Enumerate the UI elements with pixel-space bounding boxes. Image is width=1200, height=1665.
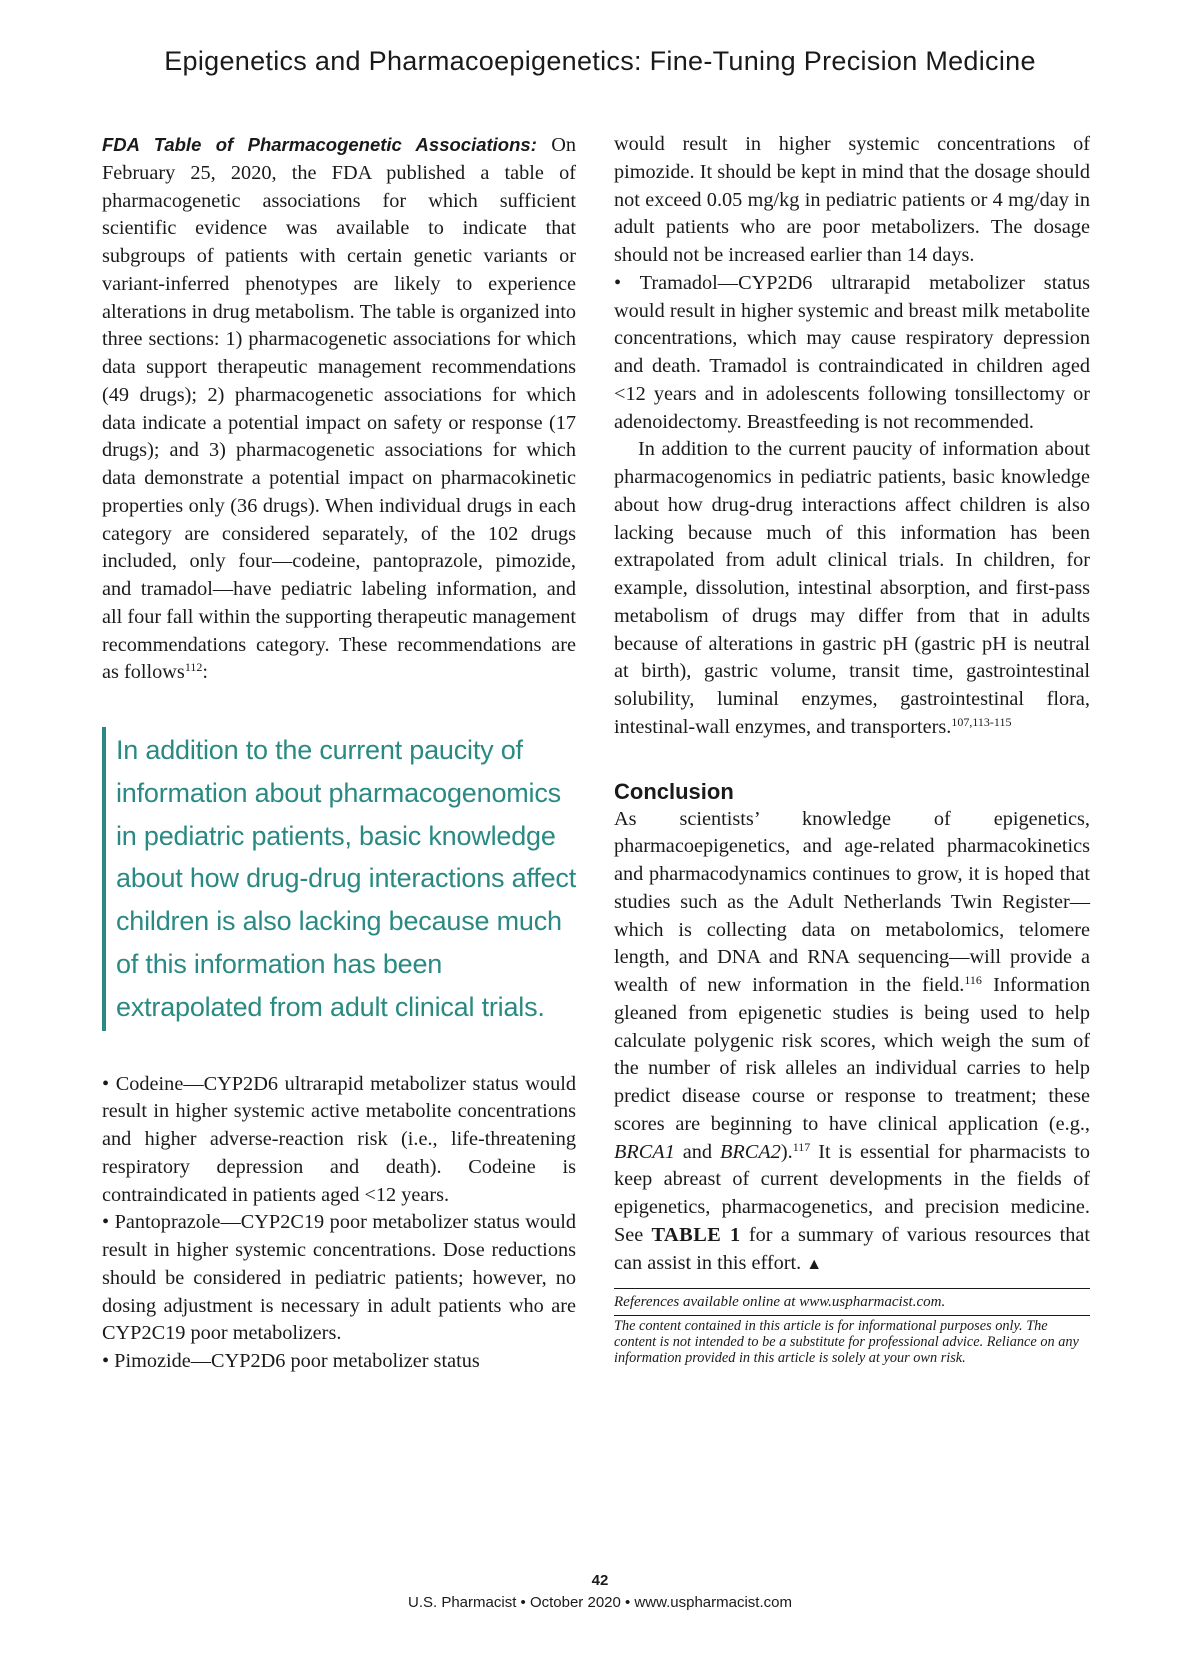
reference-superscript: 117 xyxy=(792,1139,811,1154)
gene-name: BRCA2 xyxy=(720,1140,781,1163)
left-column xyxy=(102,131,576,1376)
table-reference: TABLE 1 xyxy=(651,1223,741,1246)
reference-superscript: 107,113-115 xyxy=(951,714,1012,729)
run-in-heading: FDA Table of Pharmacogenetic Associations: xyxy=(102,134,537,155)
conclusion-heading: Conclusion xyxy=(614,778,734,804)
running-head-title: Epigenetics and Pharmacoepigenetics: Fine-Tuning Precision Medicine xyxy=(164,46,1036,76)
paragraph-text: ). xyxy=(780,1140,793,1163)
pediatric-interactions-paragraph xyxy=(614,436,1090,741)
right-column xyxy=(614,131,1090,1366)
paragraph-text: As scientists’ knowledge of epigenetics, pharmacoepigenetics, and age-related pharmacokinetics and pharmacodynamics continues to grow, it is hoped that studies such as the Adult Netherlands Twin Register—which is collecting data on metabolomics, telomere length, and DNA and RNA sequencing—will provide a wealth of new information in the field. xyxy=(614,807,1090,996)
fda-table-paragraph xyxy=(102,131,576,687)
paragraph-text: for a summary of various resources that can assist in this effort. xyxy=(614,1223,1090,1274)
reference-superscript: 116 xyxy=(964,973,982,987)
paragraph-text: It is essential for pharmacists to keep abreast of current developments in the fields of epigenetics, pharmacogenetics, and precision medicine. See xyxy=(614,1140,1090,1246)
references-note: References available online at www.uspharmacist.com. xyxy=(614,1294,946,1311)
disclaimer: The content contained in this article is for informational purposes only. The content is not intended to be a substitute for professional advice. Reliance on any information provided in this article is solely at your own risk. xyxy=(614,1318,1079,1367)
paragraph-punctuation: : xyxy=(202,661,209,684)
paragraph-text: and xyxy=(674,1140,721,1163)
end-of-article-icon: ▲ xyxy=(806,1255,823,1273)
paragraph-text: In addition to the current paucity of information about pharmacogenomics in pediatric patients, basic knowledge about how drug-drug interactions affect children is also lacking because much of this information has been extrapolated from adult clinical trials. In children, for example, dissolution, intestinal absorption, and first-pass metabolism of drugs may differ from that in adults because of alterations in gastric pH (gastric pH is neutral at birth), gastric volume, transit time, gastrointestinal solubility, luminal enzymes, gastrointestinal flora, intestinal-wall enzymes, and transporters. xyxy=(614,438,1090,738)
paragraph-text: On February 25, 2020, the FDA published a table of pharmacogenetic associations for which sufficient scientific evidence was available to indicate that subgroups of patients with certain genetic variants or variant-inferred phenotypes are likely to experience alterations in drug metabolism. The table is organized into three sections: 1) pharmacogenetic associations for which data support therapeutic management recommendations (49 drugs); 2) pharmacogenetic associations for which data indicate a potential impact on safety or response (17 drugs); and 3) pharmacogenetic associations for which data demonstrate a potential impact on pharmacokinetic properties only (36 drugs). When individual drugs in each category are considered separately, of the 102 drugs included, only four—codeine, pantoprazole, pimozide, and tramadol—have pediatric labeling information, and all four fall within the supporting therapeutic management recommendations category. These recommendations are as follows xyxy=(102,134,576,684)
page-number: 42 xyxy=(591,1572,609,1589)
bullet-pantoprazole: • Pantoprazole—CYP2C19 poor metabolizer status would result in higher systemic concentrations. Dose reductions should be considered in pediatric patients; however, no dosing adjustment is necessary in adult patients who are CYP2C19 poor metabolizers. xyxy=(102,1211,576,1345)
publication-line: U.S. Pharmacist • October 2020 • www.uspharmacist.com xyxy=(408,1594,792,1611)
pull-quote: In addition to the current paucity of information about pharmacogenomics in pediatric patients, basic knowledge about how drug-drug interactions affect children is also lacking because much of this information has been extrapolated from adult clinical trials. xyxy=(102,727,576,1031)
conclusion-paragraph xyxy=(614,806,1090,1279)
pimozide-continued: would result in higher systemic concentrations of pimozide. It should be kept in mind that the dosage should not exceed 0.05 mg/kg in pediatric patients or 4 mg/day in adult patients who are poor metabolizers. The dosage should not be increased earlier than 14 days. xyxy=(614,133,1090,266)
bullet-codeine: • Codeine—CYP2D6 ultrarapid metabolizer status would result in higher systemic active metabolite concentrations and higher adverse-reaction risk (i.e., life-threatening respiratory depression and death). Codeine is contraindicated in patients aged <12 years. xyxy=(102,1072,576,1206)
paragraph-text: Information gleaned from epigenetic studies is being used to help calculate polygenic risk scores, which weigh the sum of the number of risk alleles an individual carries to help predict disease course or response to treatment; these scores are beginning to have clinical application (e.g., xyxy=(614,974,1090,1135)
bullet-tramadol: • Tramadol—CYP2D6 ultrarapid metabolizer status would result in higher systemic and breast milk metabolite concentrations, which may cause respiratory depression and death. Tramadol is contraindicated in children aged <12 years and in adolescents following tonsillectomy or adenoidectomy. Breastfeeding is not recommended. xyxy=(614,271,1090,433)
gene-name: BRCA1 xyxy=(614,1140,675,1163)
reference-superscript: 112 xyxy=(184,660,203,675)
bullet-pimozide: • Pimozide—CYP2D6 poor metabolizer status xyxy=(102,1350,480,1373)
